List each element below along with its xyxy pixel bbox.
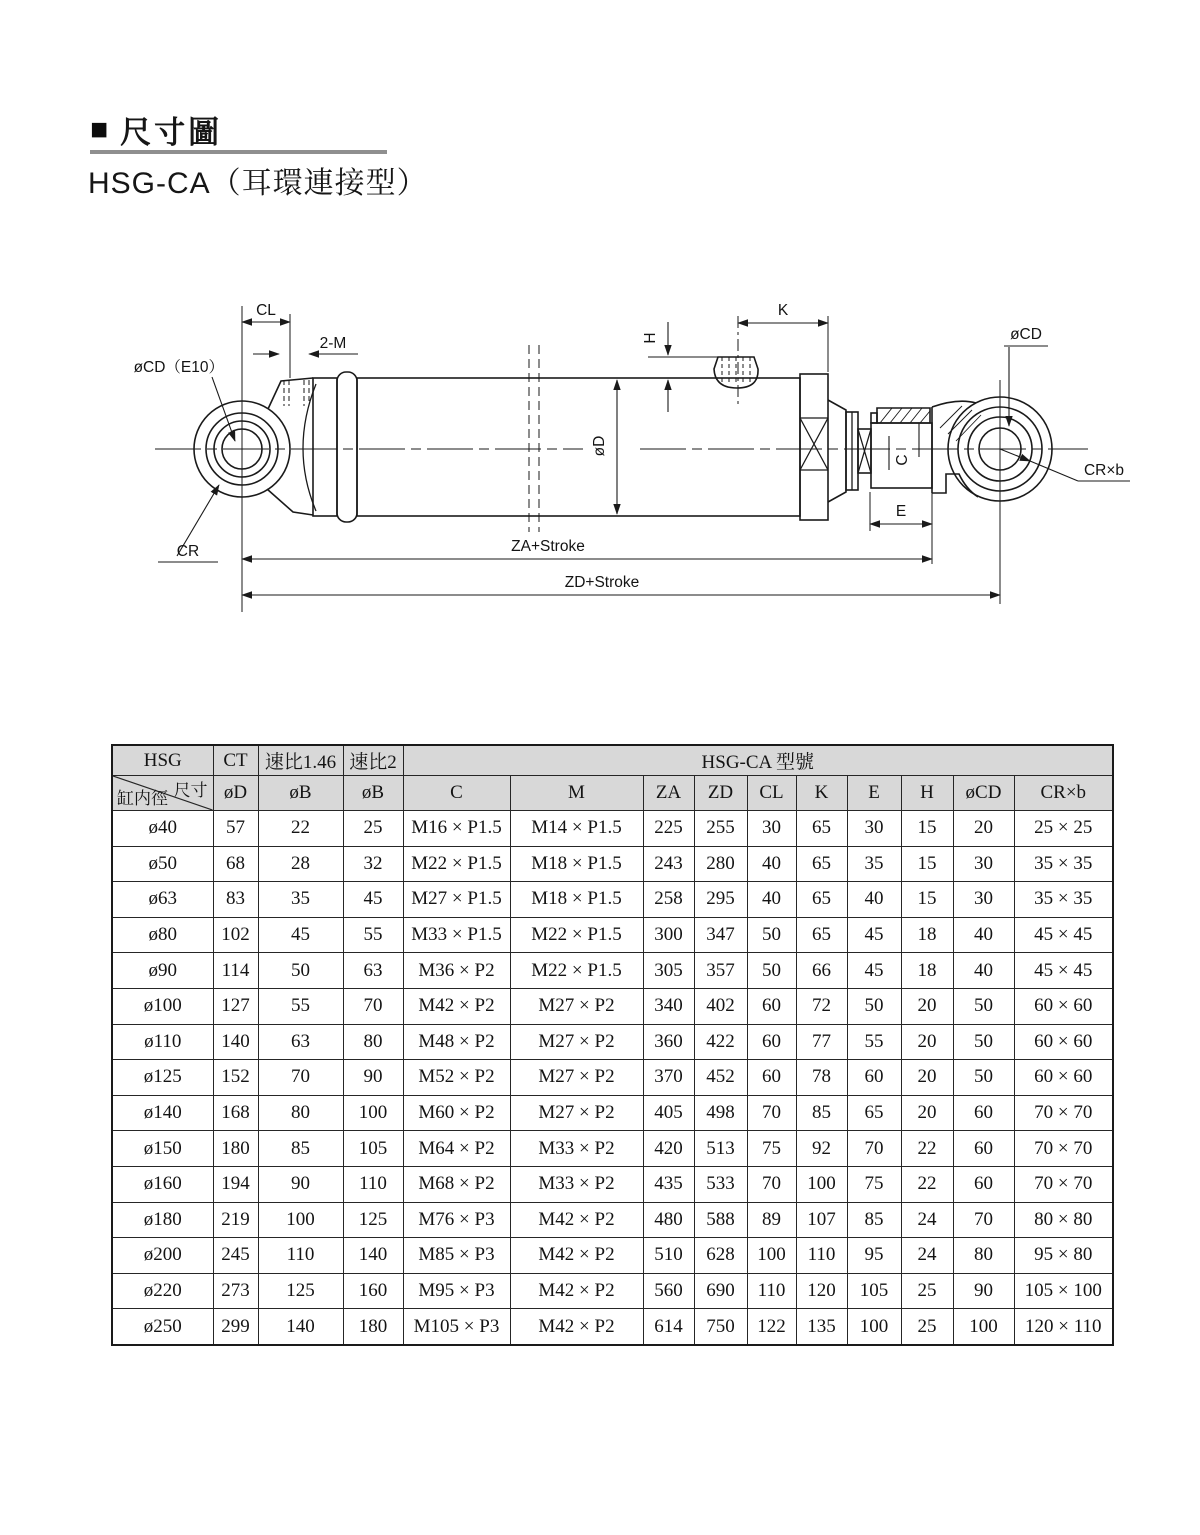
table-cell: 22	[901, 1131, 953, 1167]
table-cell: 35	[258, 882, 343, 918]
table-cell: 32	[343, 846, 403, 882]
table-cell: 78	[796, 1060, 847, 1096]
table-cell: 140	[258, 1309, 343, 1345]
table-cell: 110	[258, 1238, 343, 1274]
table-row	[112, 1202, 1113, 1238]
table-cell: 28	[258, 846, 343, 882]
table-cell: 65	[796, 882, 847, 918]
label-cl: CL	[256, 302, 276, 319]
table-cell: 20	[901, 1060, 953, 1096]
table-cell: 50	[953, 988, 1014, 1024]
table-row	[112, 1309, 1113, 1345]
table-cell: 510	[643, 1238, 694, 1274]
table-cell: 20	[901, 1024, 953, 1060]
table-row	[112, 882, 1113, 918]
table-cell: 80	[343, 1024, 403, 1060]
table-cell: 300	[643, 917, 694, 953]
table-cell: ø180	[112, 1202, 213, 1238]
table-row	[112, 811, 1113, 847]
dimension-table	[111, 744, 1114, 1346]
label-k: K	[777, 302, 789, 319]
table-row	[112, 917, 1113, 953]
table-cell: 60 × 60	[1014, 1024, 1113, 1060]
table-cell: M16 × P1.5	[403, 811, 510, 847]
table-header-measure-row	[112, 776, 1113, 811]
table-row	[112, 846, 1113, 882]
table-cell: ø250	[112, 1309, 213, 1345]
table-cell: M42 × P2	[510, 1238, 643, 1274]
table-cell: 25	[901, 1273, 953, 1309]
rod-nut	[871, 408, 932, 488]
table-row	[112, 988, 1113, 1024]
table-cell: 70	[747, 1095, 796, 1131]
table-cell: 245	[213, 1238, 258, 1274]
cylinder-dimension-drawing	[0, 270, 1200, 635]
table-cell: 45	[847, 953, 901, 989]
measure-column-header: øCD	[953, 776, 1014, 811]
table-cell: 299	[213, 1309, 258, 1345]
table-cell: ø80	[112, 917, 213, 953]
table-cell: 65	[796, 811, 847, 847]
table-cell: 72	[796, 988, 847, 1024]
table-cell: 122	[747, 1309, 796, 1345]
table-cell: 55	[343, 917, 403, 953]
table-cell: 110	[343, 1166, 403, 1202]
table-cell: 24	[901, 1238, 953, 1274]
table-cell: 168	[213, 1095, 258, 1131]
table-cell: 30	[953, 882, 1014, 918]
table-cell: 114	[213, 953, 258, 989]
table-cell: 75	[847, 1166, 901, 1202]
table-cell: ø110	[112, 1024, 213, 1060]
table-row	[112, 1095, 1113, 1131]
table-cell: 15	[901, 882, 953, 918]
table-cell: 40	[747, 846, 796, 882]
table-cell: 60 × 60	[1014, 988, 1113, 1024]
table-cell: 498	[694, 1095, 747, 1131]
table-cell: M14 × P1.5	[510, 811, 643, 847]
table-cell: 295	[694, 882, 747, 918]
diagonal-label-size: 尺寸	[173, 781, 208, 800]
table-cell: 90	[258, 1166, 343, 1202]
table-cell: 110	[796, 1238, 847, 1274]
table-cell: 280	[694, 846, 747, 882]
table-cell: 360	[643, 1024, 694, 1060]
table-cell: M18 × P1.5	[510, 846, 643, 882]
table-cell: 22	[901, 1166, 953, 1202]
table-cell: 45	[343, 882, 403, 918]
header-model-group: HSG-CA 型號	[403, 745, 1113, 776]
measure-column-header: C	[403, 776, 510, 811]
measure-column-header: H	[901, 776, 953, 811]
measure-column-header: øD	[213, 776, 258, 811]
diagonal-header-cell	[112, 776, 213, 811]
label-zd-stroke: ZD+Stroke	[564, 574, 640, 591]
table-cell: 100	[747, 1238, 796, 1274]
table-cell: 370	[643, 1060, 694, 1096]
table-cell: 70	[847, 1131, 901, 1167]
table-cell: 533	[694, 1166, 747, 1202]
table-cell: M42 × P2	[510, 1202, 643, 1238]
table-cell: 15	[901, 811, 953, 847]
table-cell: 80	[258, 1095, 343, 1131]
table-cell: 273	[213, 1273, 258, 1309]
table-cell: 402	[694, 988, 747, 1024]
table-cell: 25	[901, 1309, 953, 1345]
table-cell: 127	[213, 988, 258, 1024]
table-cell: 107	[796, 1202, 847, 1238]
table-cell: M76 × P3	[403, 1202, 510, 1238]
page-title: 尺寸圖	[120, 115, 223, 150]
table-cell: 614	[643, 1309, 694, 1345]
table-cell: 125	[258, 1273, 343, 1309]
table-cell: 90	[953, 1273, 1014, 1309]
table-cell: ø220	[112, 1273, 213, 1309]
table-cell: 63	[258, 1024, 343, 1060]
table-cell: 60	[747, 988, 796, 1024]
table-cell: 85	[796, 1095, 847, 1131]
label-h: H	[642, 332, 659, 344]
label-2m: 2-M	[319, 335, 347, 352]
title-underline	[90, 150, 387, 154]
table-cell: 422	[694, 1024, 747, 1060]
table-cell: 45	[847, 917, 901, 953]
table-cell: 225	[643, 811, 694, 847]
table-cell: 60 × 60	[1014, 1060, 1113, 1096]
label-za-stroke: ZA+Stroke	[511, 538, 585, 555]
table-cell: M27 × P2	[510, 988, 643, 1024]
table-cell: 45	[258, 917, 343, 953]
table-cell: M27 × P2	[510, 1060, 643, 1096]
label-crxb: CR×b	[1083, 462, 1125, 479]
break-lines	[529, 345, 539, 532]
table-row	[112, 1060, 1113, 1096]
table-cell: M85 × P3	[403, 1238, 510, 1274]
table-cell: 50	[258, 953, 343, 989]
table-cell: 20	[953, 811, 1014, 847]
table-cell: M27 × P1.5	[403, 882, 510, 918]
table-cell: 180	[213, 1131, 258, 1167]
table-cell: 194	[213, 1166, 258, 1202]
table-cell: 70	[343, 988, 403, 1024]
table-cell: 243	[643, 846, 694, 882]
table-cell: 60	[953, 1166, 1014, 1202]
table-cell: M33 × P2	[510, 1131, 643, 1167]
table-cell: M52 × P2	[403, 1060, 510, 1096]
table-cell: ø160	[112, 1166, 213, 1202]
label-c: C	[894, 454, 911, 466]
table-cell: 100	[796, 1166, 847, 1202]
table-cell: 420	[643, 1131, 694, 1167]
table-cell: 15	[901, 846, 953, 882]
table-cell: 100	[847, 1309, 901, 1345]
table-cell: 60	[953, 1131, 1014, 1167]
table-cell: 102	[213, 917, 258, 953]
table-cell: M60 × P2	[403, 1095, 510, 1131]
table-cell: 50	[747, 917, 796, 953]
table-cell: 40	[847, 882, 901, 918]
diagonal-label-bore: 缸内徑	[117, 789, 168, 808]
label-cd-e10: øCD（E10）	[133, 359, 224, 376]
table-cell: 120 × 110	[1014, 1309, 1113, 1345]
measure-column-header: E	[847, 776, 901, 811]
table-row	[112, 1131, 1113, 1167]
label-cd: øCD	[1010, 326, 1042, 343]
table-cell: 30	[747, 811, 796, 847]
table-cell: M48 × P2	[403, 1024, 510, 1060]
table-cell: M105 × P3	[403, 1309, 510, 1345]
table-cell: 40	[953, 953, 1014, 989]
table-cell: 18	[901, 917, 953, 953]
table-cell: M68 × P2	[403, 1166, 510, 1202]
measure-column-header: CR×b	[1014, 776, 1113, 811]
table-cell: 105 × 100	[1014, 1273, 1113, 1309]
header-ratio-146: 速比1.46	[258, 745, 343, 776]
table-row	[112, 1024, 1113, 1060]
table-cell: 40	[747, 882, 796, 918]
table-cell: 75	[747, 1131, 796, 1167]
table-cell: 95	[847, 1238, 901, 1274]
table-cell: 105	[343, 1131, 403, 1167]
table-cell: 70 × 70	[1014, 1095, 1113, 1131]
table-cell: 63	[343, 953, 403, 989]
table-cell: 80	[953, 1238, 1014, 1274]
table-cell: 25	[343, 811, 403, 847]
table-cell: 152	[213, 1060, 258, 1096]
table-cell: M22 × P1.5	[403, 846, 510, 882]
table-cell: M64 × P2	[403, 1131, 510, 1167]
table-cell: 65	[796, 917, 847, 953]
table-row	[112, 1166, 1113, 1202]
measure-column-header: M	[510, 776, 643, 811]
table-cell: 125	[343, 1202, 403, 1238]
table-cell: ø150	[112, 1131, 213, 1167]
table-cell: 340	[643, 988, 694, 1024]
table-cell: 65	[847, 1095, 901, 1131]
table-cell: 35 × 35	[1014, 846, 1113, 882]
table-cell: ø200	[112, 1238, 213, 1274]
header-ratio-2: 速比2	[343, 745, 403, 776]
table-cell: 55	[847, 1024, 901, 1060]
table-cell: M27 × P2	[510, 1095, 643, 1131]
cylinder-tube	[357, 378, 800, 516]
measure-column-header: øB	[343, 776, 403, 811]
table-cell: 60	[747, 1060, 796, 1096]
table-cell: M27 × P2	[510, 1024, 643, 1060]
table-cell: 35 × 35	[1014, 882, 1113, 918]
table-cell: 750	[694, 1309, 747, 1345]
table-cell: 255	[694, 811, 747, 847]
measure-column-header: K	[796, 776, 847, 811]
table-cell: 55	[258, 988, 343, 1024]
table-cell: ø125	[112, 1060, 213, 1096]
table-cell: 60	[847, 1060, 901, 1096]
table-cell: ø63	[112, 882, 213, 918]
table-cell: M42 × P2	[510, 1273, 643, 1309]
table-cell: 70	[953, 1202, 1014, 1238]
section-marker-icon: ■	[90, 112, 109, 146]
table-cell: 560	[643, 1273, 694, 1309]
table-row	[112, 1238, 1113, 1274]
table-cell: 100	[953, 1309, 1014, 1345]
table-cell: 452	[694, 1060, 747, 1096]
measure-column-header: ZD	[694, 776, 747, 811]
table-cell: M33 × P1.5	[403, 917, 510, 953]
table-row	[112, 953, 1113, 989]
table-cell: 140	[343, 1238, 403, 1274]
table-cell: 30	[847, 811, 901, 847]
table-cell: 24	[901, 1202, 953, 1238]
table-cell: 18	[901, 953, 953, 989]
table-row	[112, 1273, 1113, 1309]
table-cell: 70 × 70	[1014, 1131, 1113, 1167]
table-cell: 50	[847, 988, 901, 1024]
table-cell: 80 × 80	[1014, 1202, 1113, 1238]
table-cell: 35	[847, 846, 901, 882]
table-cell: M36 × P2	[403, 953, 510, 989]
table-cell: 89	[747, 1202, 796, 1238]
label-e: E	[895, 503, 907, 520]
table-cell: 160	[343, 1273, 403, 1309]
table-cell: 60	[953, 1095, 1014, 1131]
table-cell: 305	[643, 953, 694, 989]
model-subtitle: HSG-CA（耳環連接型）	[88, 167, 428, 200]
table-cell: 40	[953, 917, 1014, 953]
label-d: øD	[591, 435, 608, 457]
table-cell: 20	[901, 1095, 953, 1131]
table-cell: 690	[694, 1273, 747, 1309]
table-cell: 95 × 80	[1014, 1238, 1113, 1274]
table-cell: 83	[213, 882, 258, 918]
table-cell: ø140	[112, 1095, 213, 1131]
table-cell: 68	[213, 846, 258, 882]
table-header-group-row	[112, 745, 1113, 776]
table-cell: 57	[213, 811, 258, 847]
table-cell: 30	[953, 846, 1014, 882]
gland-flange	[800, 374, 871, 520]
table-cell: 77	[796, 1024, 847, 1060]
table-cell: 50	[953, 1060, 1014, 1096]
table-cell: 85	[847, 1202, 901, 1238]
table-cell: 135	[796, 1309, 847, 1345]
table-cell: 25 × 25	[1014, 811, 1113, 847]
table-cell: ø100	[112, 988, 213, 1024]
table-cell: 22	[258, 811, 343, 847]
table-cell: 140	[213, 1024, 258, 1060]
table-cell: 110	[747, 1273, 796, 1309]
table-cell: 588	[694, 1202, 747, 1238]
table-cell: 120	[796, 1273, 847, 1309]
label-cr: CR	[176, 543, 200, 560]
header-hsg: HSG	[112, 745, 213, 776]
table-cell: M95 × P3	[403, 1273, 510, 1309]
table-cell: M18 × P1.5	[510, 882, 643, 918]
table-cell: 70	[747, 1166, 796, 1202]
table-cell: 100	[258, 1202, 343, 1238]
table-cell: 105	[847, 1273, 901, 1309]
table-cell: M22 × P1.5	[510, 953, 643, 989]
table-cell: M33 × P2	[510, 1166, 643, 1202]
port-boss	[714, 357, 758, 388]
table-cell: M22 × P1.5	[510, 917, 643, 953]
table-cell: 65	[796, 846, 847, 882]
table-cell: 219	[213, 1202, 258, 1238]
table-cell: 45 × 45	[1014, 953, 1113, 989]
table-cell: 480	[643, 1202, 694, 1238]
table-cell: 435	[643, 1166, 694, 1202]
measure-column-header: CL	[747, 776, 796, 811]
table-cell: M42 × P2	[403, 988, 510, 1024]
table-cell: 50	[747, 953, 796, 989]
table-cell: 258	[643, 882, 694, 918]
table-cell: 628	[694, 1238, 747, 1274]
table-cell: 405	[643, 1095, 694, 1131]
table-cell: 180	[343, 1309, 403, 1345]
header-ct: CT	[213, 745, 258, 776]
table-cell: 60	[747, 1024, 796, 1060]
table-cell: ø40	[112, 811, 213, 847]
table-cell: 357	[694, 953, 747, 989]
table-cell: 66	[796, 953, 847, 989]
table-cell: 90	[343, 1060, 403, 1096]
table-cell: 70	[258, 1060, 343, 1096]
table-cell: 100	[343, 1095, 403, 1131]
table-cell: 70 × 70	[1014, 1166, 1113, 1202]
measure-column-header: ZA	[643, 776, 694, 811]
table-cell: 45 × 45	[1014, 917, 1113, 953]
table-cell: M42 × P2	[510, 1309, 643, 1345]
table-cell: 20	[901, 988, 953, 1024]
table-cell: ø50	[112, 846, 213, 882]
table-cell: 50	[953, 1024, 1014, 1060]
section-heading	[90, 107, 222, 152]
table-cell: 513	[694, 1131, 747, 1167]
measure-column-header: øB	[258, 776, 343, 811]
table-cell: 92	[796, 1131, 847, 1167]
table-cell: 347	[694, 917, 747, 953]
table-cell: ø90	[112, 953, 213, 989]
table-cell: 85	[258, 1131, 343, 1167]
